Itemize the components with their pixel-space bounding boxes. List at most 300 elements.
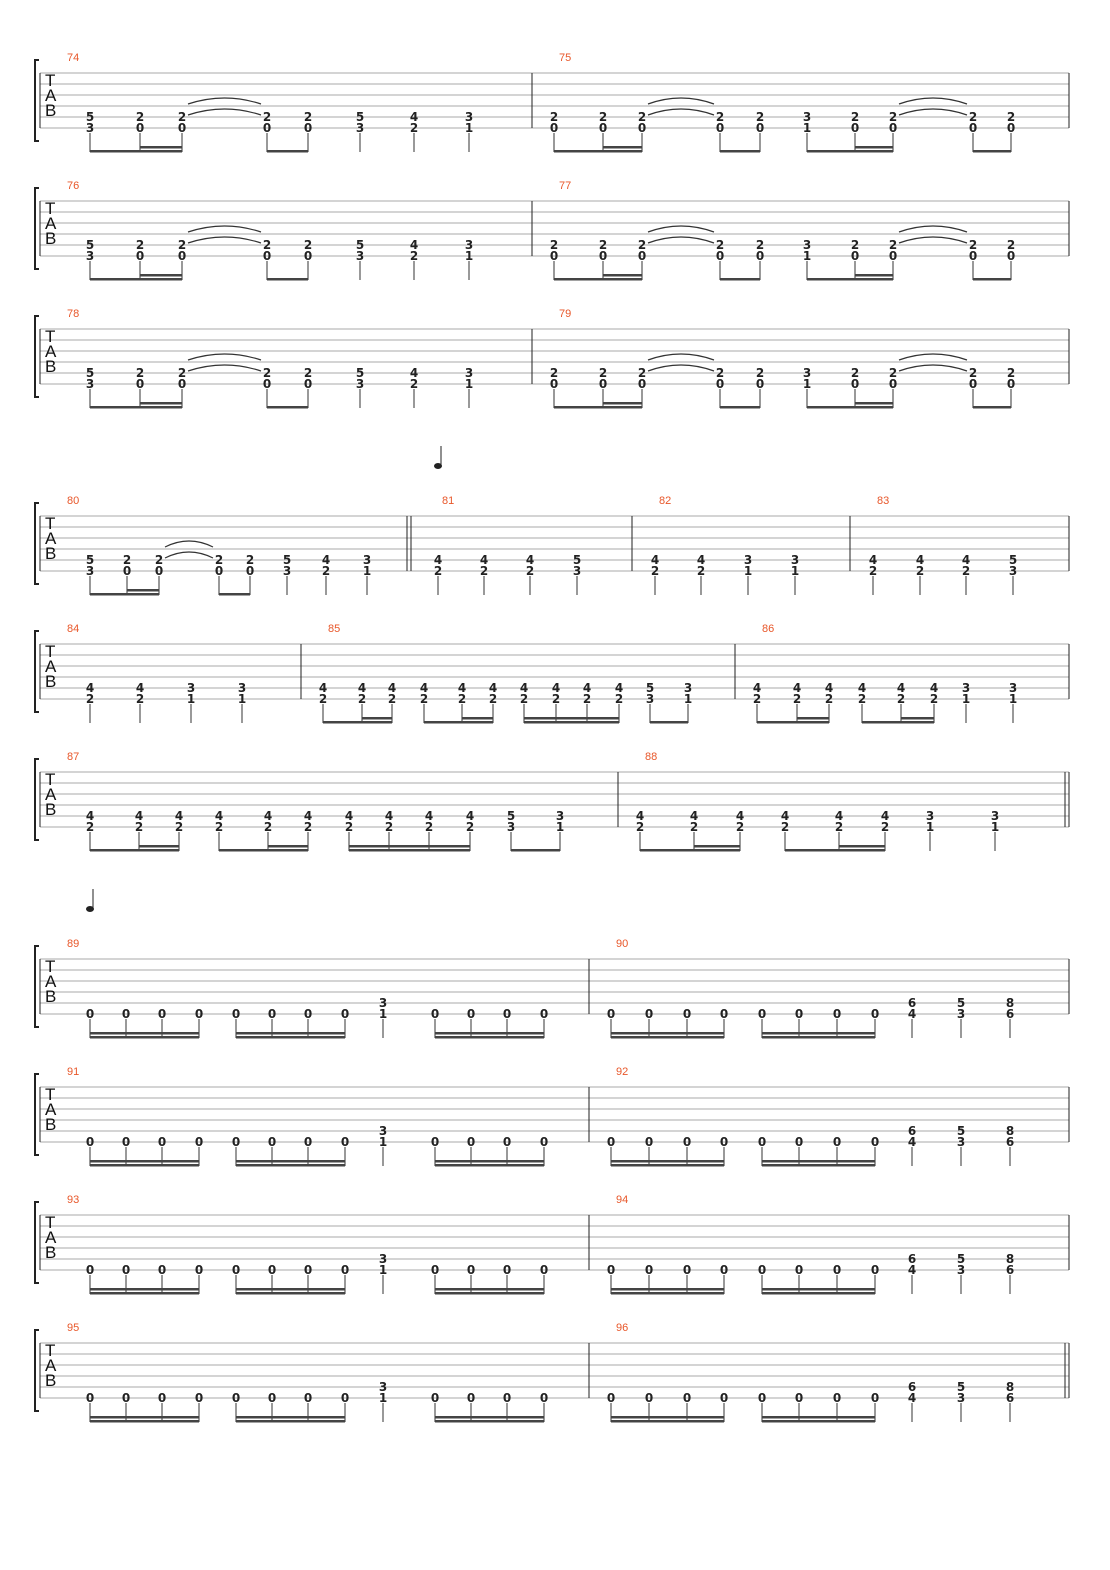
fret-number: 2	[177, 110, 187, 124]
fret-number: 0	[637, 121, 647, 135]
beam	[611, 1036, 724, 1039]
fret-number: 3	[355, 377, 365, 391]
fret-number: 0	[832, 1007, 842, 1021]
fret-number: 4	[752, 681, 762, 695]
measure-number: 90	[616, 938, 629, 950]
beam	[435, 1420, 544, 1423]
fret-number: 3	[683, 681, 693, 695]
fret-number: 3	[355, 121, 365, 135]
fret-number: 0	[502, 1263, 512, 1277]
fret-number: 8	[1005, 1124, 1015, 1138]
fret-number: 0	[968, 377, 978, 391]
fret-number: 2	[85, 692, 95, 706]
measure-number: 92	[616, 1066, 629, 1078]
fret-number: 0	[637, 249, 647, 263]
fret-number: 0	[549, 249, 559, 263]
fret-number: 0	[1006, 249, 1016, 263]
beam	[611, 1032, 724, 1035]
fret-number: 2	[488, 692, 498, 706]
measure-number: 82	[659, 495, 672, 507]
measure-number: 95	[67, 1322, 80, 1334]
fret-number: 2	[1006, 238, 1016, 252]
tab-system	[35, 180, 1069, 281]
fret-number: 3	[802, 238, 812, 252]
tab-clef-letter: A	[45, 1100, 57, 1119]
fret-number: 2	[549, 110, 559, 124]
beam	[140, 402, 182, 405]
tie-arc	[899, 237, 967, 243]
fret-number: 0	[194, 1135, 204, 1149]
fret-number: 5	[282, 553, 292, 567]
fret-number: 2	[409, 121, 419, 135]
fret-number: 0	[870, 1391, 880, 1405]
system-bracket	[35, 1074, 39, 1155]
fret-number: 2	[303, 820, 313, 834]
fret-number: 2	[888, 238, 898, 252]
tab-clef-letter: B	[45, 357, 57, 376]
fret-number: 0	[267, 1263, 277, 1277]
fret-number: 2	[424, 820, 434, 834]
fret-number: 3	[956, 1007, 966, 1021]
fret-number: 0	[682, 1135, 692, 1149]
fret-number: 0	[1006, 121, 1016, 135]
beam	[762, 1288, 875, 1291]
measure-number: 83	[877, 495, 890, 507]
beam	[603, 274, 642, 277]
beam	[90, 1160, 199, 1163]
fret-number: 2	[755, 366, 765, 380]
fret-number: 8	[1005, 1380, 1015, 1394]
fret-number: 2	[318, 692, 328, 706]
fret-number: 5	[956, 1124, 966, 1138]
fret-number: 2	[549, 238, 559, 252]
fret-number: 0	[755, 377, 765, 391]
fret-number: 2	[135, 238, 145, 252]
measure-number: 80	[67, 495, 80, 507]
fret-number: 0	[757, 1135, 767, 1149]
fret-number: 2	[857, 692, 867, 706]
tie-arc	[165, 552, 213, 558]
tab-system	[35, 623, 1069, 724]
beam	[139, 845, 179, 848]
beam	[640, 849, 740, 852]
beam	[435, 1288, 544, 1291]
fret-number: 0	[267, 1007, 277, 1021]
fret-number: 0	[502, 1135, 512, 1149]
fret-number: 0	[121, 1135, 131, 1149]
measure-number: 91	[67, 1066, 80, 1078]
fret-number: 0	[121, 1263, 131, 1277]
fret-number: 4	[424, 809, 434, 823]
fret-number: 4	[824, 681, 834, 695]
tab-clef-letter: T	[45, 957, 56, 976]
fret-number: 6	[907, 1380, 917, 1394]
measure-number: 96	[616, 1322, 629, 1334]
fret-number: 3	[85, 377, 95, 391]
beam	[807, 150, 893, 153]
fret-number: 4	[465, 809, 475, 823]
fret-number: 2	[961, 564, 971, 578]
measure-number: 81	[442, 495, 455, 507]
tie-arc	[648, 237, 714, 243]
fret-number: 3	[186, 681, 196, 695]
tab-clef-letter: A	[45, 1356, 57, 1375]
beam	[435, 1036, 544, 1039]
fret-number: 4	[85, 809, 95, 823]
fret-number: 8	[1005, 1252, 1015, 1266]
beam	[424, 721, 493, 724]
fret-number: 0	[888, 249, 898, 263]
fret-number: 2	[637, 366, 647, 380]
fret-number: 0	[888, 377, 898, 391]
fret-number: 0	[245, 564, 255, 578]
beam	[236, 1288, 345, 1291]
fret-number: 3	[464, 110, 474, 124]
fret-number: 0	[177, 121, 187, 135]
tab-clef-letter: B	[45, 1371, 57, 1390]
beam	[140, 146, 182, 149]
fret-number: 0	[757, 1007, 767, 1021]
fret-number: 0	[719, 1263, 729, 1277]
measure-number: 75	[559, 52, 572, 64]
tab-clef-letter: T	[45, 327, 56, 346]
tab-clef-letter: B	[45, 229, 57, 248]
fret-number: 0	[968, 121, 978, 135]
fret-number: 2	[637, 238, 647, 252]
fret-number: 0	[888, 121, 898, 135]
fret-number: 1	[961, 692, 971, 706]
tie-arc	[899, 226, 967, 232]
fret-number: 0	[755, 121, 765, 135]
fret-number: 2	[1006, 110, 1016, 124]
beam	[236, 1032, 345, 1035]
fret-number: 2	[122, 553, 132, 567]
fret-number: 0	[870, 1263, 880, 1277]
fret-number: 0	[157, 1135, 167, 1149]
beam	[90, 1032, 199, 1035]
fret-number: 0	[644, 1135, 654, 1149]
tab-system	[35, 938, 1069, 1039]
fret-number: 0	[303, 249, 313, 263]
beam	[90, 1164, 199, 1167]
fret-number: 2	[689, 820, 699, 834]
fret-number: 0	[502, 1391, 512, 1405]
fret-number: 3	[362, 553, 372, 567]
fret-number: 1	[186, 692, 196, 706]
fret-number: 3	[378, 1124, 388, 1138]
fret-number: 2	[479, 564, 489, 578]
beam	[720, 406, 760, 409]
beam	[611, 1416, 724, 1419]
fret-number: 0	[757, 1391, 767, 1405]
fret-number: 0	[231, 1263, 241, 1277]
beam	[349, 845, 470, 848]
fret-number: 2	[755, 110, 765, 124]
fret-number: 3	[572, 564, 582, 578]
fret-number: 4	[929, 681, 939, 695]
fret-number: 3	[645, 692, 655, 706]
fret-number: 4	[85, 681, 95, 695]
fret-number: 4	[896, 681, 906, 695]
tie-arc	[648, 98, 714, 104]
fret-number: 2	[850, 238, 860, 252]
fret-number: 2	[735, 820, 745, 834]
fret-number: 3	[355, 249, 365, 263]
fret-number: 4	[488, 681, 498, 695]
fret-number: 0	[682, 1007, 692, 1021]
fret-number: 2	[968, 110, 978, 124]
tab-clef-letter: A	[45, 342, 57, 361]
fret-number: 4	[419, 681, 429, 695]
fret-number: 0	[466, 1135, 476, 1149]
fret-number: 2	[387, 692, 397, 706]
beam	[236, 1292, 345, 1295]
beam	[973, 406, 1011, 409]
fret-number: 0	[262, 121, 272, 135]
fret-number: 0	[194, 1263, 204, 1277]
beam	[973, 278, 1011, 281]
fret-number: 2	[715, 366, 725, 380]
fret-number: 0	[598, 377, 608, 391]
fret-number: 4	[409, 366, 419, 380]
fret-number: 0	[637, 377, 647, 391]
fret-number: 2	[357, 692, 367, 706]
beam	[762, 1160, 875, 1163]
fret-number: 0	[549, 377, 559, 391]
beam	[362, 717, 392, 720]
fret-number: 1	[802, 121, 812, 135]
tie-arc	[188, 98, 261, 104]
beam	[603, 146, 642, 149]
fret-number: 0	[267, 1391, 277, 1405]
beam	[762, 1416, 875, 1419]
fret-number: 4	[696, 553, 706, 567]
beam	[462, 717, 493, 720]
fret-number: 4	[780, 809, 790, 823]
fret-number: 2	[824, 692, 834, 706]
beam	[236, 1164, 345, 1167]
fret-number: 1	[378, 1263, 388, 1277]
fret-number: 1	[378, 1391, 388, 1405]
measure-number: 85	[328, 623, 341, 635]
tab-clef-letter: B	[45, 1115, 57, 1134]
beam	[554, 150, 642, 153]
fret-number: 1	[464, 377, 474, 391]
fret-number: 4	[689, 809, 699, 823]
fret-number: 0	[644, 1007, 654, 1021]
beam	[762, 1036, 875, 1039]
system-bracket	[35, 946, 39, 1027]
fret-number: 0	[832, 1135, 842, 1149]
fret-number: 2	[344, 820, 354, 834]
fret-number: 4	[303, 809, 313, 823]
fret-number: 2	[525, 564, 535, 578]
fret-number: 0	[340, 1391, 350, 1405]
fret-number: 0	[719, 1007, 729, 1021]
beam	[901, 717, 934, 720]
fret-number: 2	[968, 366, 978, 380]
beam	[236, 1420, 345, 1423]
fret-number: 4	[635, 809, 645, 823]
fret-number: 3	[990, 809, 1000, 823]
fret-number: 2	[263, 820, 273, 834]
fret-number: 2	[135, 110, 145, 124]
fret-number: 2	[519, 692, 529, 706]
fret-number: 4	[174, 809, 184, 823]
fret-number: 2	[134, 820, 144, 834]
measure-number: 84	[67, 623, 80, 635]
tie-arc	[899, 98, 967, 104]
fret-number: 5	[355, 366, 365, 380]
measure-number: 88	[645, 751, 658, 763]
beam	[90, 1420, 199, 1423]
fret-number: 0	[644, 1391, 654, 1405]
tempo-mark-bridge	[86, 889, 94, 912]
fret-number: 2	[780, 820, 790, 834]
beam	[90, 150, 182, 153]
fret-number: 5	[572, 553, 582, 567]
fret-number: 1	[362, 564, 372, 578]
fret-number: 2	[888, 366, 898, 380]
fret-number: 4	[519, 681, 529, 695]
fret-number: 3	[802, 110, 812, 124]
beam	[762, 1292, 875, 1295]
beam	[611, 1292, 724, 1295]
tempo-mark-solo	[434, 446, 442, 469]
fret-number: 2	[850, 110, 860, 124]
fret-number: 0	[303, 1263, 313, 1277]
fret-number: 0	[214, 564, 224, 578]
measure-number: 74	[67, 52, 80, 64]
fret-number: 2	[635, 820, 645, 834]
fret-number: 5	[645, 681, 655, 695]
beam	[694, 845, 740, 848]
beam	[140, 274, 182, 277]
fret-number: 4	[134, 809, 144, 823]
fret-number: 0	[598, 121, 608, 135]
fret-number: 1	[378, 1135, 388, 1149]
fret-number: 1	[990, 820, 1000, 834]
beam	[855, 146, 893, 149]
fret-number: 0	[606, 1007, 616, 1021]
system-bracket	[35, 759, 39, 840]
fret-number: 2	[85, 820, 95, 834]
fret-number: 5	[506, 809, 516, 823]
fret-number: 2	[262, 238, 272, 252]
beam	[268, 845, 308, 848]
fret-number: 2	[598, 366, 608, 380]
fret-number: 0	[135, 377, 145, 391]
tie-arc	[165, 541, 213, 547]
fret-number: 0	[303, 1007, 313, 1021]
tie-arc	[188, 354, 261, 360]
fret-number: 0	[85, 1391, 95, 1405]
fret-number: 0	[303, 121, 313, 135]
fret-number: 4	[650, 553, 660, 567]
fret-number: 2	[303, 110, 313, 124]
fret-number: 2	[321, 564, 331, 578]
measure-number: 86	[762, 623, 775, 635]
measure-number: 87	[67, 751, 80, 763]
fret-number: 3	[555, 809, 565, 823]
fret-number: 2	[174, 820, 184, 834]
fret-number: 4	[614, 681, 624, 695]
fret-number: 4	[321, 553, 331, 567]
beam	[554, 278, 642, 281]
fret-number: 4	[907, 1391, 917, 1405]
measure-number: 94	[616, 1194, 629, 1206]
fret-number: 4	[792, 681, 802, 695]
fret-number: 0	[194, 1391, 204, 1405]
system-bracket	[35, 188, 39, 269]
fret-number: 3	[802, 366, 812, 380]
tab-clef-letter: B	[45, 101, 57, 120]
fret-number: 2	[598, 238, 608, 252]
fret-number: 2	[888, 110, 898, 124]
fret-number: 0	[122, 564, 132, 578]
fret-number: 3	[378, 1252, 388, 1266]
beam	[90, 1288, 199, 1291]
fret-number: 4	[907, 1135, 917, 1149]
fret-number: 0	[539, 1263, 549, 1277]
tab-clef-letter: A	[45, 86, 57, 105]
fret-number: 0	[157, 1007, 167, 1021]
fret-number: 2	[715, 110, 725, 124]
tab-clef-letter: B	[45, 1243, 57, 1262]
fret-number: 2	[834, 820, 844, 834]
tab-system	[35, 1322, 1069, 1423]
beam	[90, 1036, 199, 1039]
fret-number: 0	[231, 1135, 241, 1149]
beam	[236, 1160, 345, 1163]
beam	[267, 278, 308, 281]
fret-number: 2	[551, 692, 561, 706]
fret-number: 0	[539, 1135, 549, 1149]
fret-number: 0	[757, 1263, 767, 1277]
fret-number: 4	[135, 681, 145, 695]
fret-number: 4	[857, 681, 867, 695]
tie-arc	[899, 365, 967, 371]
fret-number: 4	[387, 681, 397, 695]
fret-number: 2	[715, 238, 725, 252]
tab-clef-letter: A	[45, 529, 57, 548]
fret-number: 0	[157, 1263, 167, 1277]
fret-number: 2	[696, 564, 706, 578]
beam	[219, 593, 250, 596]
fret-number: 0	[832, 1263, 842, 1277]
fret-number: 5	[956, 1380, 966, 1394]
tie-arc	[648, 109, 714, 115]
fret-number: 6	[907, 1252, 917, 1266]
beam	[785, 849, 885, 852]
fret-number: 0	[466, 1007, 476, 1021]
fret-number: 0	[549, 121, 559, 135]
fret-number: 0	[194, 1007, 204, 1021]
beam	[90, 1292, 199, 1295]
fret-number: 2	[409, 377, 419, 391]
measure-number: 77	[559, 180, 572, 192]
fret-number: 4	[915, 553, 925, 567]
fret-number: 2	[752, 692, 762, 706]
fret-number: 1	[378, 1007, 388, 1021]
fret-number: 4	[551, 681, 561, 695]
fret-number: 0	[85, 1007, 95, 1021]
fret-number: 4	[582, 681, 592, 695]
measure-number: 76	[67, 180, 80, 192]
fret-number: 0	[794, 1391, 804, 1405]
fret-number: 2	[177, 366, 187, 380]
fret-number: 0	[340, 1007, 350, 1021]
